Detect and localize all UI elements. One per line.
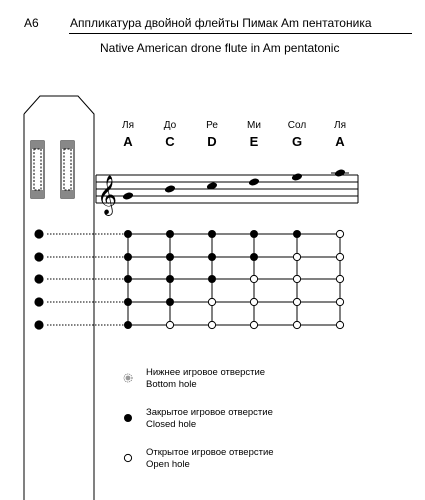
flute-finger-hole xyxy=(34,274,43,283)
open-hole-dot xyxy=(293,298,300,305)
flute-window-bottom-hatch xyxy=(61,190,74,198)
open-hole-dot xyxy=(293,275,300,282)
open-hole-dot xyxy=(293,253,300,260)
staff-note xyxy=(248,177,260,186)
open-hole-dot xyxy=(336,275,343,282)
closed-hole-dot xyxy=(124,321,132,329)
note-label-en: G xyxy=(291,134,303,149)
legend-bottom-ru: Нижнее игровое отверстие xyxy=(146,367,266,378)
closed-hole-dot xyxy=(166,230,174,238)
title-english: Native American drone flute in Am pentatonic xyxy=(100,41,340,55)
open-hole-dot xyxy=(336,321,343,328)
open-hole-dot xyxy=(166,321,173,328)
legend-open-text xyxy=(146,447,274,471)
closed-hole-dot xyxy=(208,275,216,283)
flute-finger-hole xyxy=(34,229,43,238)
open-hole-dot xyxy=(250,321,257,328)
note-label-ru: Ре xyxy=(206,120,218,131)
note-label-en: D xyxy=(207,134,217,149)
closed-hole-dot xyxy=(166,298,174,306)
flute-window-inner xyxy=(64,149,71,190)
open-hole-dot xyxy=(208,321,215,328)
closed-hole-dot xyxy=(166,275,174,283)
legend-open-ru: Открытое игровое отверстие xyxy=(146,447,274,458)
closed-hole-dot xyxy=(166,253,174,261)
note-label-ru: Ля xyxy=(334,120,346,131)
legend-bottom-text xyxy=(146,367,265,391)
closed-hole-dot xyxy=(250,253,258,261)
open-hole-dot xyxy=(336,230,343,237)
note-label-ru: Ля xyxy=(122,120,134,131)
legend-closed-text xyxy=(146,407,273,431)
note-label-ru: До xyxy=(163,120,177,131)
note-label-ru: Сол xyxy=(287,120,307,131)
closed-hole-dot xyxy=(124,253,132,261)
treble-clef-icon: 𝄞 xyxy=(97,175,118,215)
flute-finger-hole xyxy=(34,297,43,306)
closed-hole-dot xyxy=(124,275,132,283)
legend-closed-hole-icon xyxy=(124,414,132,422)
open-hole-dot xyxy=(293,321,300,328)
flute-window-inner xyxy=(34,149,41,190)
staff-note xyxy=(122,191,134,200)
legend-bottom-hole-fill xyxy=(126,376,131,381)
flute-window-top-hatch xyxy=(61,141,74,149)
flute-finger-hole xyxy=(34,252,43,261)
closed-hole-dot xyxy=(293,230,301,238)
open-hole-dot xyxy=(208,298,215,305)
closed-hole-dot xyxy=(124,298,132,306)
flute-window-top-hatch xyxy=(31,141,44,149)
flute-window xyxy=(31,141,44,198)
staff-note xyxy=(164,184,176,193)
flute-window xyxy=(61,141,74,198)
closed-hole-dot xyxy=(208,230,216,238)
note-label-ru: Ми xyxy=(247,120,261,131)
note-label-en: A xyxy=(335,134,345,149)
legend-closed-ru: Закрытое игровое отверстие xyxy=(146,407,273,418)
legend-open-hole-icon xyxy=(124,454,131,461)
legend-closed-en: Closed hole xyxy=(146,419,197,430)
chart-code: A6 xyxy=(24,16,39,30)
legend-open-en: Open hole xyxy=(146,459,190,470)
note-label-en: A xyxy=(123,134,133,149)
staff-note xyxy=(291,172,303,181)
open-hole-dot xyxy=(336,298,343,305)
closed-hole-dot xyxy=(124,230,132,238)
note-label-en: E xyxy=(249,134,259,149)
closed-hole-dot xyxy=(250,230,258,238)
flute-window-bottom-hatch xyxy=(31,190,44,198)
title-russian: Аппликатура двойной флейты Пимак Am пентатоника xyxy=(70,16,372,30)
open-hole-dot xyxy=(250,298,257,305)
open-hole-dot xyxy=(250,275,257,282)
flute-finger-hole xyxy=(34,320,43,329)
note-label-en: C xyxy=(165,134,175,149)
open-hole-dot xyxy=(336,253,343,260)
closed-hole-dot xyxy=(208,253,216,261)
legend-bottom-en: Bottom hole xyxy=(146,379,197,390)
